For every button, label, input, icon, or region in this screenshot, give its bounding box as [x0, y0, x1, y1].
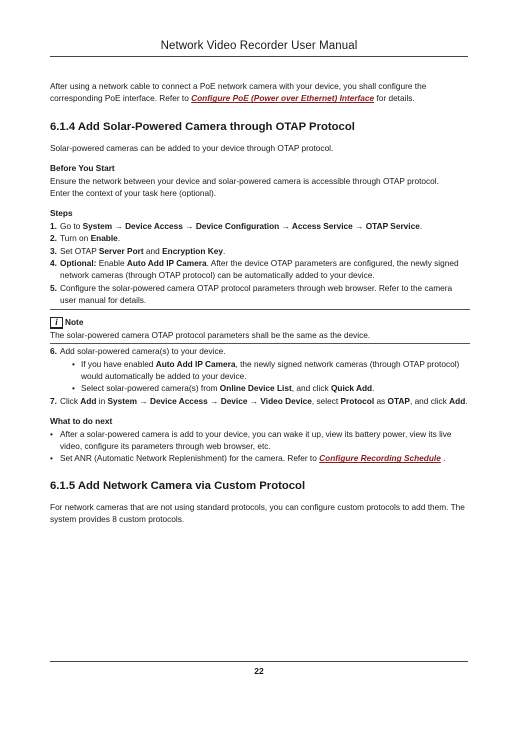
step-text: Click Add in System → Device Access → Device → Video Device, select Protocol as OTAP, and click Add. — [60, 395, 468, 406]
intro-paragraph — [50, 80, 470, 105]
step-text: Turn on Enable. — [60, 233, 121, 244]
section-heading-solar: 6.1.4 Add Solar-Powered Camera through OTAP Protocol — [50, 120, 355, 133]
intro-text: After using a network cable to connect a PoE network camera with your device, you shall configure the corresponding PoE interface. Refer to — [50, 81, 427, 104]
step-item — [50, 282, 470, 307]
note-text: The solar-powered camera OTAP protocol parameters shall be the same as the device. — [50, 329, 371, 340]
section-description: Solar-powered cameras can be added to your device through OTAP protocol. — [50, 142, 334, 153]
step-text: Add solar-powered camera(s) to your device. • If you have enabled Auto Add IP Camera, the newly signed network cameras (through OTAP protocol) would automatically be added to your device. • Select solar-powered camera(s) from Online Device List, and click Quick Add. — [60, 345, 470, 395]
bullet-icon: • — [50, 428, 53, 439]
steps-title: Steps — [50, 208, 73, 219]
next-steps-list — [50, 428, 470, 465]
before-you-start-title: Before You Start — [50, 163, 115, 174]
step-number: 3. — [50, 245, 57, 256]
what-to-do-next-title: What to do next — [50, 416, 113, 427]
context-placeholder-text: Enter the context of your task here (optional). — [50, 188, 217, 199]
step-bullets — [60, 358, 470, 395]
step-number: 5. — [50, 282, 57, 293]
step-item — [50, 257, 470, 282]
footer-divider — [50, 661, 468, 662]
section-custom-protocol — [50, 479, 470, 526]
page-header: Network Video Recorder User Manual — [50, 40, 468, 57]
bullet-item: • Select solar-powered camera(s) from Online Device List, and click Quick Add. — [72, 383, 375, 394]
step-text: Set OTAP Server Port and Encryption Key. — [60, 245, 226, 256]
bullet-icon: • — [72, 383, 75, 394]
before-you-start-text: Ensure the network between your device and solar-powered camera is accessible through OTAP protocol. — [50, 175, 439, 186]
step-number: 1. — [50, 220, 57, 231]
bullet-icon: • — [72, 358, 75, 369]
section-heading-custom-protocol: 6.1.5 Add Network Camera via Custom Protocol — [50, 479, 306, 492]
step-item — [50, 245, 470, 257]
bullet-item: • Set ANR (Automatic Network Replenishment) for the camera. Refer to Configure Recording Schedule . — [50, 453, 446, 464]
page-content — [50, 80, 470, 526]
configure-recording-schedule-link[interactable]: Configure Recording Schedule — [319, 453, 441, 464]
step-item — [50, 395, 470, 407]
bullet-item: • After a solar-powered camera is add to your device, you can wake it up, view its battery power, view its live video, configure its parameters through web browser, etc. — [50, 428, 452, 451]
bullet-item: • If you have enabled Auto Add IP Camera, the newly signed network cameras (through OTAP protocol) would automatically be added to your device. — [72, 358, 460, 381]
steps-list-continued — [50, 345, 470, 407]
step-number: 2. — [50, 233, 57, 244]
step-text: Go to System → Device Access → Device Configuration → Access Service → OTAP Service. — [60, 220, 423, 231]
step-number: 4. — [50, 258, 57, 269]
configure-poe-link[interactable]: Configure PoE (Power over Ethernet) Interface — [191, 93, 375, 104]
step-text: Optional: Enable Auto Add IP Camera. After the device OTAP parameters are configured, the newly signed network cameras (through OTAP protocol) can be automatically added to your device. — [60, 258, 459, 281]
page-number: 22 — [254, 666, 264, 676]
step-number: 6. — [50, 346, 57, 357]
intro-text-end: for details. — [374, 93, 415, 104]
section-custom-protocol-text: For network cameras that are not using standard protocols, you can configure custom protocols to add them. The system provides 8 custom protocols. — [50, 501, 465, 525]
bullet-icon: • — [50, 453, 53, 464]
step-text: Configure the solar-powered camera OTAP protocol parameters through web browser. Refer to the camera user manual for details. — [60, 282, 453, 306]
note-header — [50, 313, 470, 329]
step-item — [50, 220, 470, 232]
step-number: 7. — [50, 395, 57, 406]
steps-list — [50, 220, 470, 307]
info-note-icon: i — [50, 317, 63, 329]
step-item — [50, 232, 470, 244]
note-box — [50, 309, 470, 344]
note-label: Note — [65, 317, 84, 328]
step-item — [50, 345, 470, 395]
